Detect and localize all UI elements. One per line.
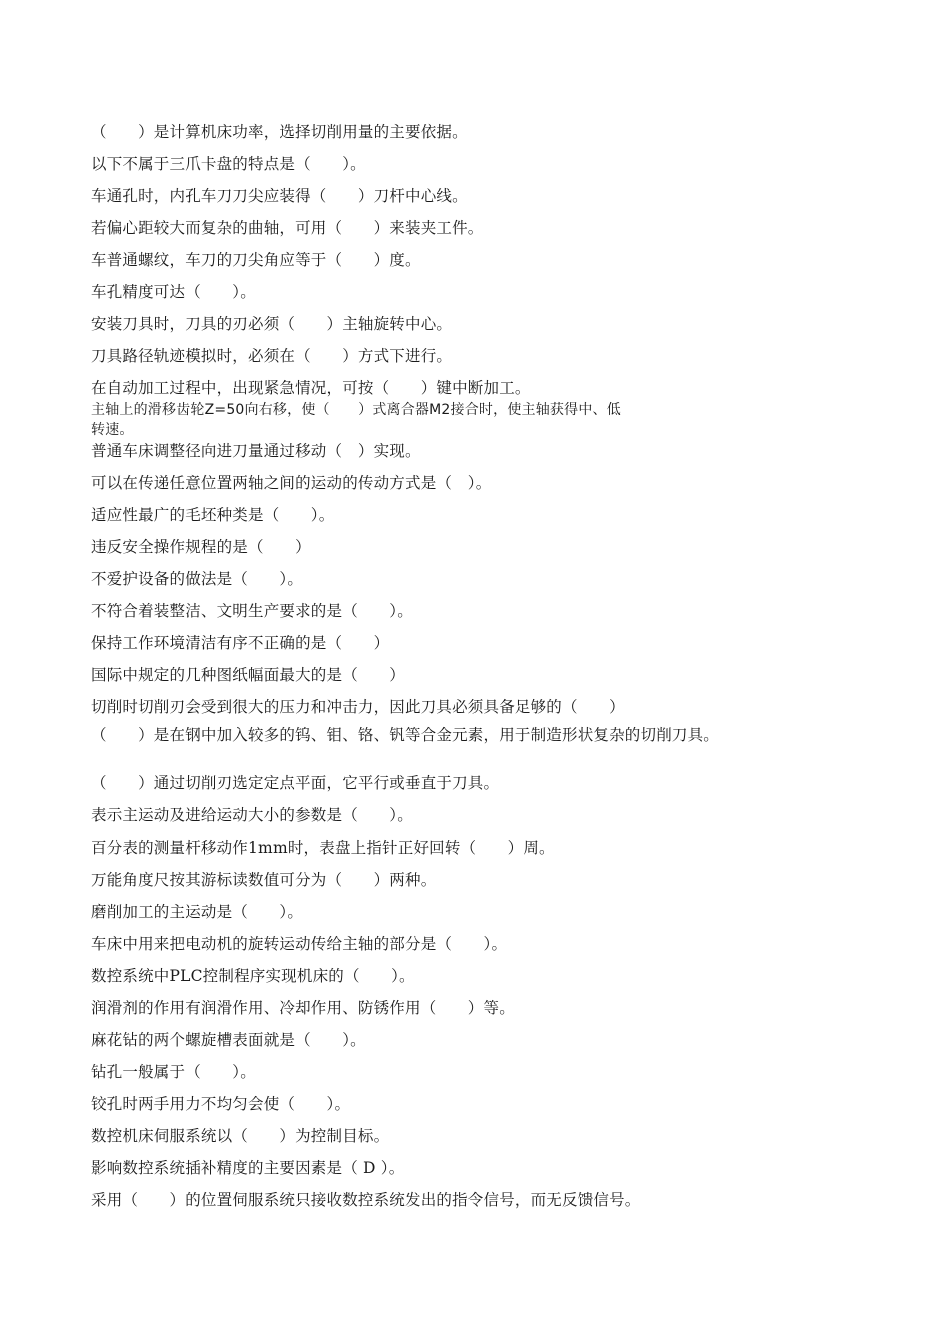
question-25: 磨削加工的主运动是（ ）。 <box>91 903 304 921</box>
question-16: 不符合着装整洁、文明生产要求的是（ ）。 <box>91 602 413 620</box>
question-22: 表示主运动及进给运动大小的参数是（ ）。 <box>91 806 413 824</box>
question-31: 铰孔时两手用力不均匀会使（ ）。 <box>91 1095 351 1113</box>
question-18: 国际中规定的几种图纸幅面最大的是（ ） <box>91 666 406 684</box>
question-3: 车通孔时，内孔车刀刀尖应装得（ ）刀杆中心线。 <box>91 187 468 205</box>
question-8: 刀具路径轨迹模拟时，必须在（ ）方式下进行。 <box>91 347 453 365</box>
question-19: 切削时切削刃会受到很大的压力和冲击力，因此刀具必须具备足够的（ ） <box>91 698 625 716</box>
question-10: 主轴上的滑移齿轮Z=50向右移，使（ ）式离合器M2接合时，使主轴获得中、低 <box>91 402 621 418</box>
question-5: 车普通螺纹，车刀的刀尖角应等于（ ）度。 <box>91 251 421 269</box>
question-7: 安装刀具时，刀具的刃必须（ ）主轴旋转中心。 <box>91 315 453 333</box>
question-34: 采用（ ）的位置伺服系统只接收数控系统发出的指令信号，而无反馈信号。 <box>91 1191 641 1209</box>
question-1: （ ）是计算机床功率，选择切削用量的主要依据。 <box>91 123 468 141</box>
question-26: 车床中用来把电动机的旋转运动传给主轴的部分是（ ）。 <box>91 935 508 953</box>
question-17: 保持工作环境清洁有序不正确的是（ ） <box>91 634 390 652</box>
question-4: 若偏心距较大而复杂的曲轴，可用（ ）来装夹工件。 <box>91 219 484 237</box>
question-10-continuation: 转速。 <box>91 422 134 438</box>
question-23: 百分表的测量杆移动作1mm时，表盘上指针正好回转（ ）周。 <box>91 839 555 857</box>
question-14: 违反安全操作规程的是（ ） <box>91 538 311 556</box>
question-28: 润滑剂的作用有润滑作用、冷却作用、防锈作用（ ）等。 <box>91 999 515 1017</box>
question-27: 数控系统中PLC控制程序实现机床的（ ）。 <box>91 967 415 985</box>
question-13: 适应性最广的毛坯种类是（ ）。 <box>91 506 335 524</box>
question-33: 影响数控系统插补精度的主要因素是（ D ）。 <box>91 1159 405 1177</box>
question-11: 普通车床调整径向进刀量通过移动（ ）实现。 <box>91 442 421 460</box>
question-9: 在自动加工过程中，出现紧急情况，可按（ ）键中断加工。 <box>91 379 531 397</box>
question-32: 数控机床伺服系统以（ ）为控制目标。 <box>91 1127 390 1145</box>
question-21: （ ）通过切削刃选定定点平面，它平行或垂直于刀具。 <box>91 774 500 792</box>
question-6: 车孔精度可达（ ）。 <box>91 283 256 301</box>
question-15: 不爱护设备的做法是（ ）。 <box>91 570 304 588</box>
question-2: 以下不属于三爪卡盘的特点是（ ）。 <box>91 155 366 173</box>
question-12: 可以在传递任意位置两轴之间的运动的传动方式是（ ）。 <box>91 474 492 492</box>
question-29: 麻花钻的两个螺旋槽表面就是（ ）。 <box>91 1031 366 1049</box>
question-24: 万能角度尺按其游标读数值可分为（ ）两种。 <box>91 871 437 889</box>
question-20: （ ）是在钢中加入较多的钨、钼、铬、钒等合金元素，用于制造形状复杂的切削刀具。 <box>91 726 720 744</box>
question-30: 钻孔一般属于（ ）。 <box>91 1063 256 1081</box>
